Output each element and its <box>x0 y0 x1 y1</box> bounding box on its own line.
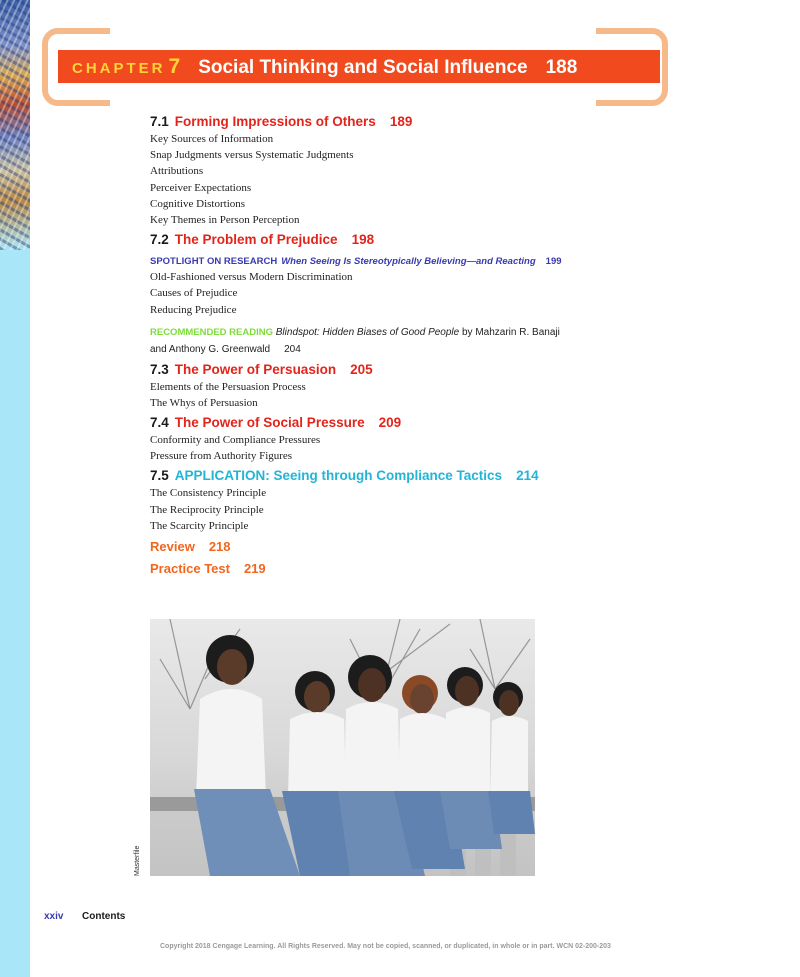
practice-label: Practice Test <box>150 561 230 576</box>
recommended-label: RECOMMENDED READING <box>150 326 273 338</box>
footer-label: Contents <box>82 911 126 922</box>
section-page: 214 <box>516 468 539 484</box>
section-7-5-heading[interactable] <box>150 467 710 485</box>
section-page: 189 <box>389 114 413 129</box>
banner-frame-gap-bottom <box>110 96 596 110</box>
section-page: 209 <box>378 415 402 431</box>
chapter-photo <box>150 619 535 876</box>
copyright-notice: Copyright 2018 Cengage Learning. All Rights Reserved. May not be copied, scanned, or duplicated, in whole or in part. WCN 02-200-203 <box>160 943 611 950</box>
section-page: 198 <box>351 232 375 248</box>
recommended-reading-line2 <box>150 341 710 358</box>
toc-item[interactable]: Attributions <box>150 165 204 178</box>
practice-page: 219 <box>243 561 266 576</box>
section-7-2-heading[interactable] <box>150 231 710 249</box>
chapter-number: 7 <box>168 55 181 78</box>
spotlight-label: SPOTLIGHT ON RESEARCH <box>150 256 278 268</box>
review-heading[interactable] <box>150 538 710 556</box>
chapter-word: CHAPTER <box>72 60 166 77</box>
toc-item[interactable]: Perceiver Expectations <box>150 181 252 194</box>
section-number: 7.1 <box>150 114 169 129</box>
section-page: 205 <box>350 361 373 377</box>
recommended-author: by Mahzarin R. Banaji <box>462 326 560 338</box>
side-decorative-photo <box>0 0 30 250</box>
section-7-3-heading[interactable] <box>150 361 710 379</box>
toc-item[interactable]: Old-Fashioned versus Modern Discrimination <box>150 271 353 284</box>
section-title: The Power of Social Pressure <box>174 415 365 431</box>
section-7-4-heading[interactable] <box>150 414 710 432</box>
recommended-author-2: and Anthony G. Greenwald <box>150 343 271 355</box>
toc-item[interactable]: Snap Judgments versus Systematic Judgments <box>150 149 354 162</box>
chapter-photo-illustration <box>150 619 535 876</box>
section-number: 7.4 <box>150 415 169 431</box>
section-title: The Problem of Prejudice <box>174 232 338 248</box>
toc-item[interactable]: Elements of the Persuasion Process <box>150 380 306 393</box>
toc-item[interactable]: Reducing Prejudice <box>150 303 237 316</box>
spotlight-title: When Seeing Is Stereotypically Believing—and Reacting <box>281 256 536 268</box>
section-number: 7.3 <box>150 361 169 377</box>
footer-page-number: xxiv <box>44 911 64 922</box>
table-of-contents <box>150 110 710 578</box>
toc-item[interactable]: The Reciprocity Principle <box>150 503 264 516</box>
recommended-page: 204 <box>284 343 301 355</box>
toc-item[interactable]: Causes of Prejudice <box>150 287 238 300</box>
section-title: Forming Impressions of Others <box>174 114 376 129</box>
spotlight-on-research[interactable] <box>150 254 710 269</box>
section-title: The Power of Persuasion <box>174 361 337 377</box>
practice-test-heading[interactable] <box>150 560 710 578</box>
spotlight-page: 199 <box>545 256 562 268</box>
chapter-title: Social Thinking and Social Influence <box>198 57 528 78</box>
section-7-1-heading[interactable] <box>150 113 710 131</box>
chapter-page: 188 <box>545 57 578 78</box>
chapter-heading <box>72 52 577 82</box>
toc-item[interactable]: The Scarcity Principle <box>150 519 249 532</box>
toc-item[interactable]: Cognitive Distortions <box>150 197 246 210</box>
photo-credit: Masterfile <box>134 845 141 876</box>
section-number: 7.5 <box>150 468 169 484</box>
toc-item[interactable]: Pressure from Authority Figures <box>150 450 293 463</box>
toc-item[interactable]: Key Sources of Information <box>150 133 274 145</box>
toc-item[interactable]: Conformity and Compliance Pressures <box>150 434 321 447</box>
section-title: APPLICATION: Seeing through Compliance Tactics <box>174 468 503 484</box>
recommended-title: Blindspot: Hidden Biases of Good People <box>275 326 460 338</box>
section-number: 7.2 <box>150 232 169 248</box>
toc-item[interactable]: The Whys of Persuasion <box>150 396 258 409</box>
toc-item[interactable]: Key Themes in Person Perception <box>150 213 300 226</box>
review-label: Review <box>150 539 195 554</box>
review-page: 218 <box>208 539 231 554</box>
banner-frame-gap-top <box>110 24 596 38</box>
toc-item[interactable]: The Consistency Principle <box>150 487 267 500</box>
recommended-reading[interactable] <box>150 324 710 341</box>
